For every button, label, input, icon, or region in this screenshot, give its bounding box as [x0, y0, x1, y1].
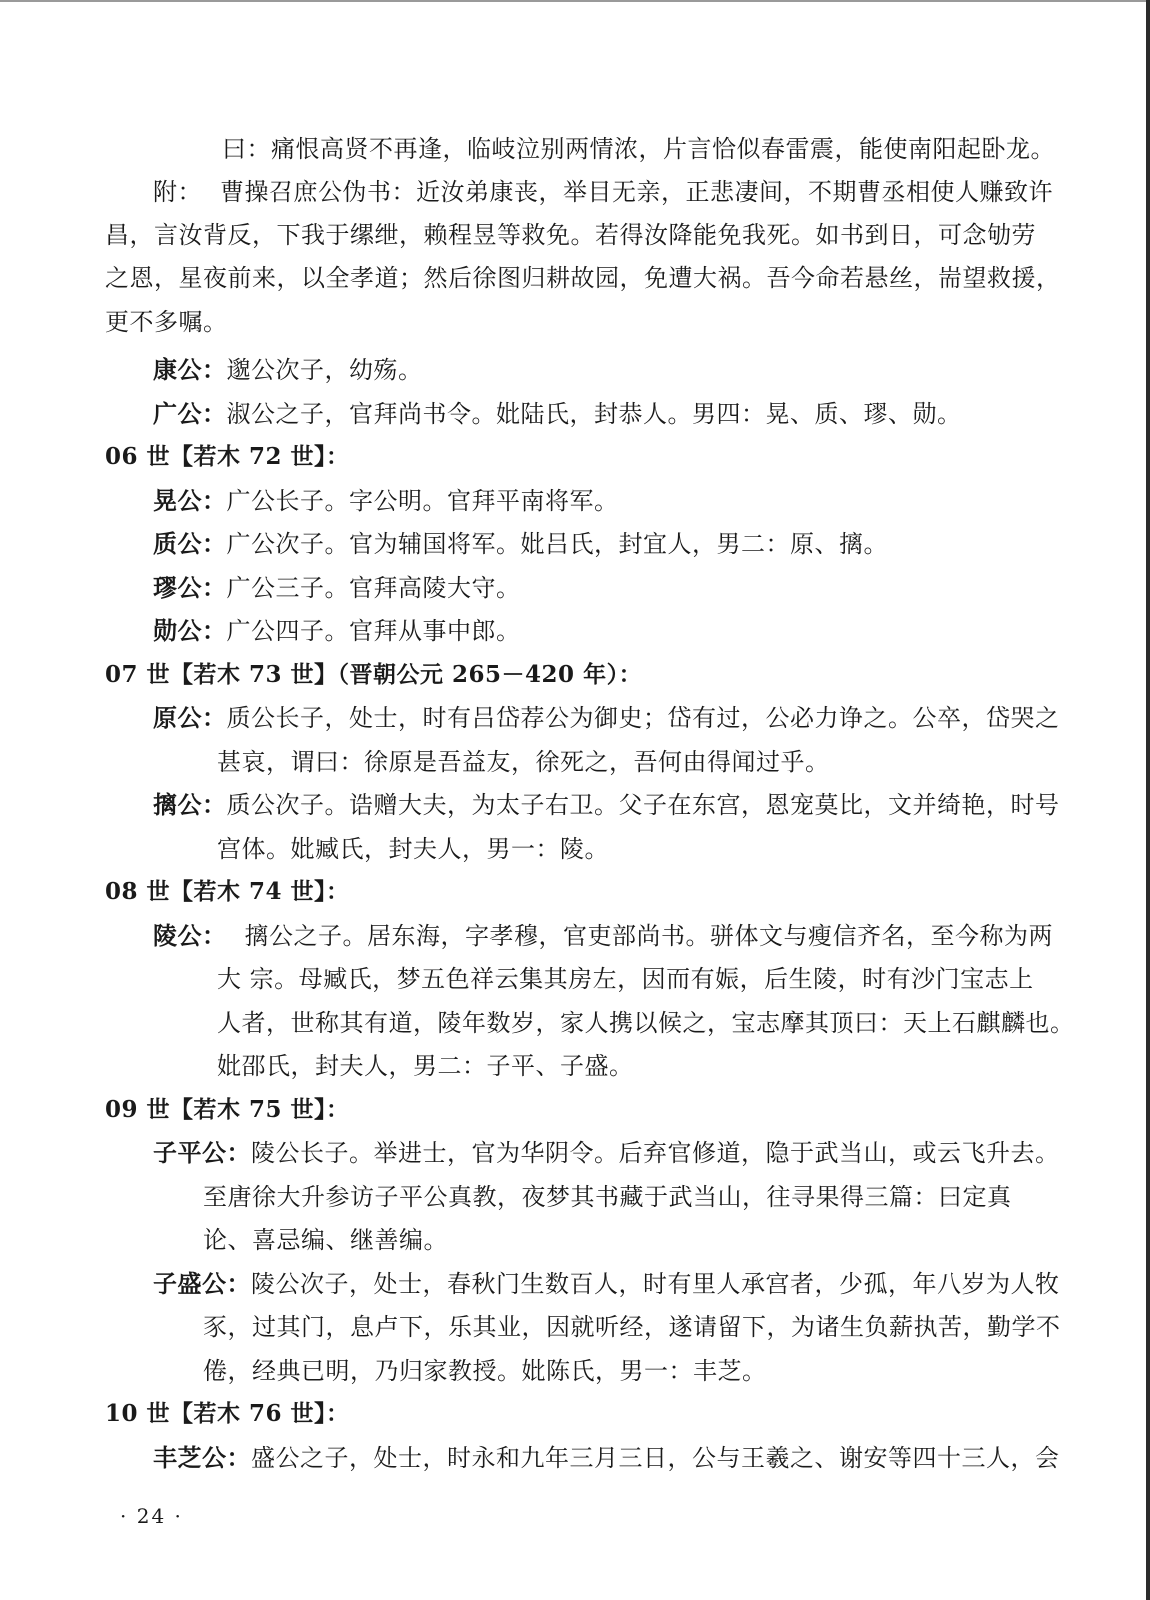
entry-text: 淑公之子，官拜尚书令。妣陆氏，封恭人。男四：晃、质、璆、勋。 — [226, 400, 962, 428]
entry-name: 晃公： — [153, 486, 227, 515]
entry-continuation — [203, 1181, 1053, 1213]
text-line — [222, 133, 1055, 165]
entry-text: 广公三子。官拜高陵大守。 — [226, 574, 521, 602]
entry-line — [153, 398, 962, 430]
entry-text: 质公次子。诰赠大夫，为太子右卫。父子在东宫，恩宠莫比，文并绮艳，时号 — [226, 791, 1060, 819]
text-line — [105, 262, 1061, 294]
generation-heading — [105, 1094, 350, 1126]
line-label: 附： — [153, 178, 202, 206]
entry-name: 璆公： — [153, 573, 227, 602]
generation-heading — [105, 659, 642, 691]
page-number: · 24 · — [120, 1504, 183, 1528]
entry-line — [153, 1137, 1060, 1169]
entry-line — [153, 528, 888, 560]
generation-label: 07 世【若木 73 世】（晋朝公元 265－420 年）： — [105, 661, 643, 688]
entry-name: 丰芝公： — [153, 1443, 251, 1472]
entry-line — [153, 702, 1060, 734]
entry-line — [153, 920, 1053, 952]
entry-text: 广公四子。官拜从事中郎。 — [226, 617, 521, 645]
entry-line — [153, 1268, 1060, 1300]
entry-name: 子盛公： — [153, 1269, 251, 1298]
entry-text: 陵公长子。举进士，官为华阴令。后弃官修道，隐于武当山，或云飞升去。 — [251, 1139, 1060, 1167]
entry-continuation — [217, 746, 830, 778]
entry-text: 质公长子，处士，时有吕岱荐公为御史；岱有过，公必力诤之。公卒，岱哭之 — [226, 704, 1060, 732]
entry-continuation — [217, 963, 1053, 995]
line-text: 曰：痛恨高贤不再逢，临岐泣别两情浓，片言恰似春雷震，能使南阳起卧龙。 — [222, 135, 1055, 163]
entry-text: 邈公次子，幼殇。 — [226, 356, 423, 384]
entry-text: 人者，世称其有道，陵年数岁，家人携以候之，宝志摩其顶曰：天上石麒麟也。 — [217, 1009, 1075, 1037]
entry-continuation — [203, 1224, 448, 1256]
entry-line — [153, 789, 1060, 821]
entry-name: 勋公： — [153, 616, 227, 645]
line-text: 曹操召庶公伪书：近汝弟康丧，举目无亲，正悲凄间，不期曹丞相使人赚致许 — [220, 178, 1053, 206]
entry-text: 宫体。妣臧氏，封夫人，男一：陵。 — [217, 835, 609, 863]
entry-text: 广公次子。官为辅国将军。妣吕氏，封宜人，男二：原、摛。 — [226, 530, 888, 558]
entry-text: 盛公之子，处士，时永和九年三月三日，公与王羲之、谢安等四十三人，会 — [251, 1444, 1060, 1472]
generation-heading — [105, 1398, 350, 1430]
text-line — [105, 306, 228, 338]
generation-label: 09 世【若木 75 世】： — [105, 1096, 350, 1123]
entry-continuation — [217, 1007, 1075, 1039]
entry-text: 豕，过其门，息卢下，乐其业，因就听经，遂请留下，为诸生负薪执苦，勤学不 — [203, 1313, 1061, 1341]
text-line — [153, 176, 1053, 208]
entry-name: 质公： — [153, 529, 227, 558]
entry-name: 广公： — [153, 399, 227, 428]
entry-line — [153, 572, 521, 604]
entry-line — [153, 354, 423, 386]
entry-name: 陵公： — [153, 921, 227, 950]
generation-label: 08 世【若木 74 世】： — [105, 878, 350, 905]
entry-text: 甚哀，谓曰：徐原是吾益友，徐死之，吾何由得闻过乎。 — [217, 748, 830, 776]
entry-text: 妣邵氏，封夫人，男二：子平、子盛。 — [217, 1052, 634, 1080]
entry-name: 原公： — [153, 703, 227, 732]
line-text: 更不多嘱。 — [105, 308, 228, 336]
generation-heading — [105, 441, 350, 473]
entry-continuation — [217, 833, 609, 865]
entry-continuation — [203, 1311, 1061, 1343]
entry-text: 摛公之子。居东海，字孝穆，官吏部尚书。骈体文与瘦信齐名，至今称为两 — [244, 922, 1053, 950]
entry-continuation — [203, 1355, 767, 1387]
entry-text: 至唐徐大升参访子平公真教，夜梦其书藏于武当山，往寻果得三篇：曰定真 — [203, 1183, 1012, 1211]
entry-text: 倦，经典已明，乃归家教授。妣陈氏，男一：丰芝。 — [203, 1357, 767, 1385]
entry-name: 子平公： — [153, 1138, 251, 1167]
entry-line — [153, 615, 521, 647]
line-text: 之恩，星夜前来，以全孝道；然后徐图归耕故园，免遭大祸。吾今命若悬丝，耑望救援， — [105, 264, 1061, 292]
entry-line — [153, 1442, 1060, 1474]
generation-label: 06 世【若木 72 世】： — [105, 443, 350, 470]
entry-name: 康公： — [153, 355, 227, 384]
line-text: 昌，言汝背反，下我于缧绁，赖程昱等救免。若得汝降能免我死。如书到日，可念劬劳 — [105, 221, 1036, 249]
entry-text: 大 宗。母臧氏，梦五色祥云集其房左，因而有娠，后生陵，时有沙门宝志上 — [217, 965, 1034, 993]
entry-line — [153, 485, 619, 517]
entry-text: 广公长子。字公明。官拜平南将军。 — [226, 487, 619, 515]
entry-text: 论、喜忌编、继善编。 — [203, 1226, 448, 1254]
entry-name: 摛公： — [153, 790, 227, 819]
text-line — [105, 219, 1053, 251]
generation-label: 10 世【若木 76 世】： — [105, 1400, 350, 1427]
generation-heading — [105, 876, 350, 908]
entry-text: 陵公次子，处士，春秋门生数百人，时有里人承宫者，少孤，年八岁为人牧 — [251, 1270, 1060, 1298]
entry-continuation — [217, 1050, 634, 1082]
